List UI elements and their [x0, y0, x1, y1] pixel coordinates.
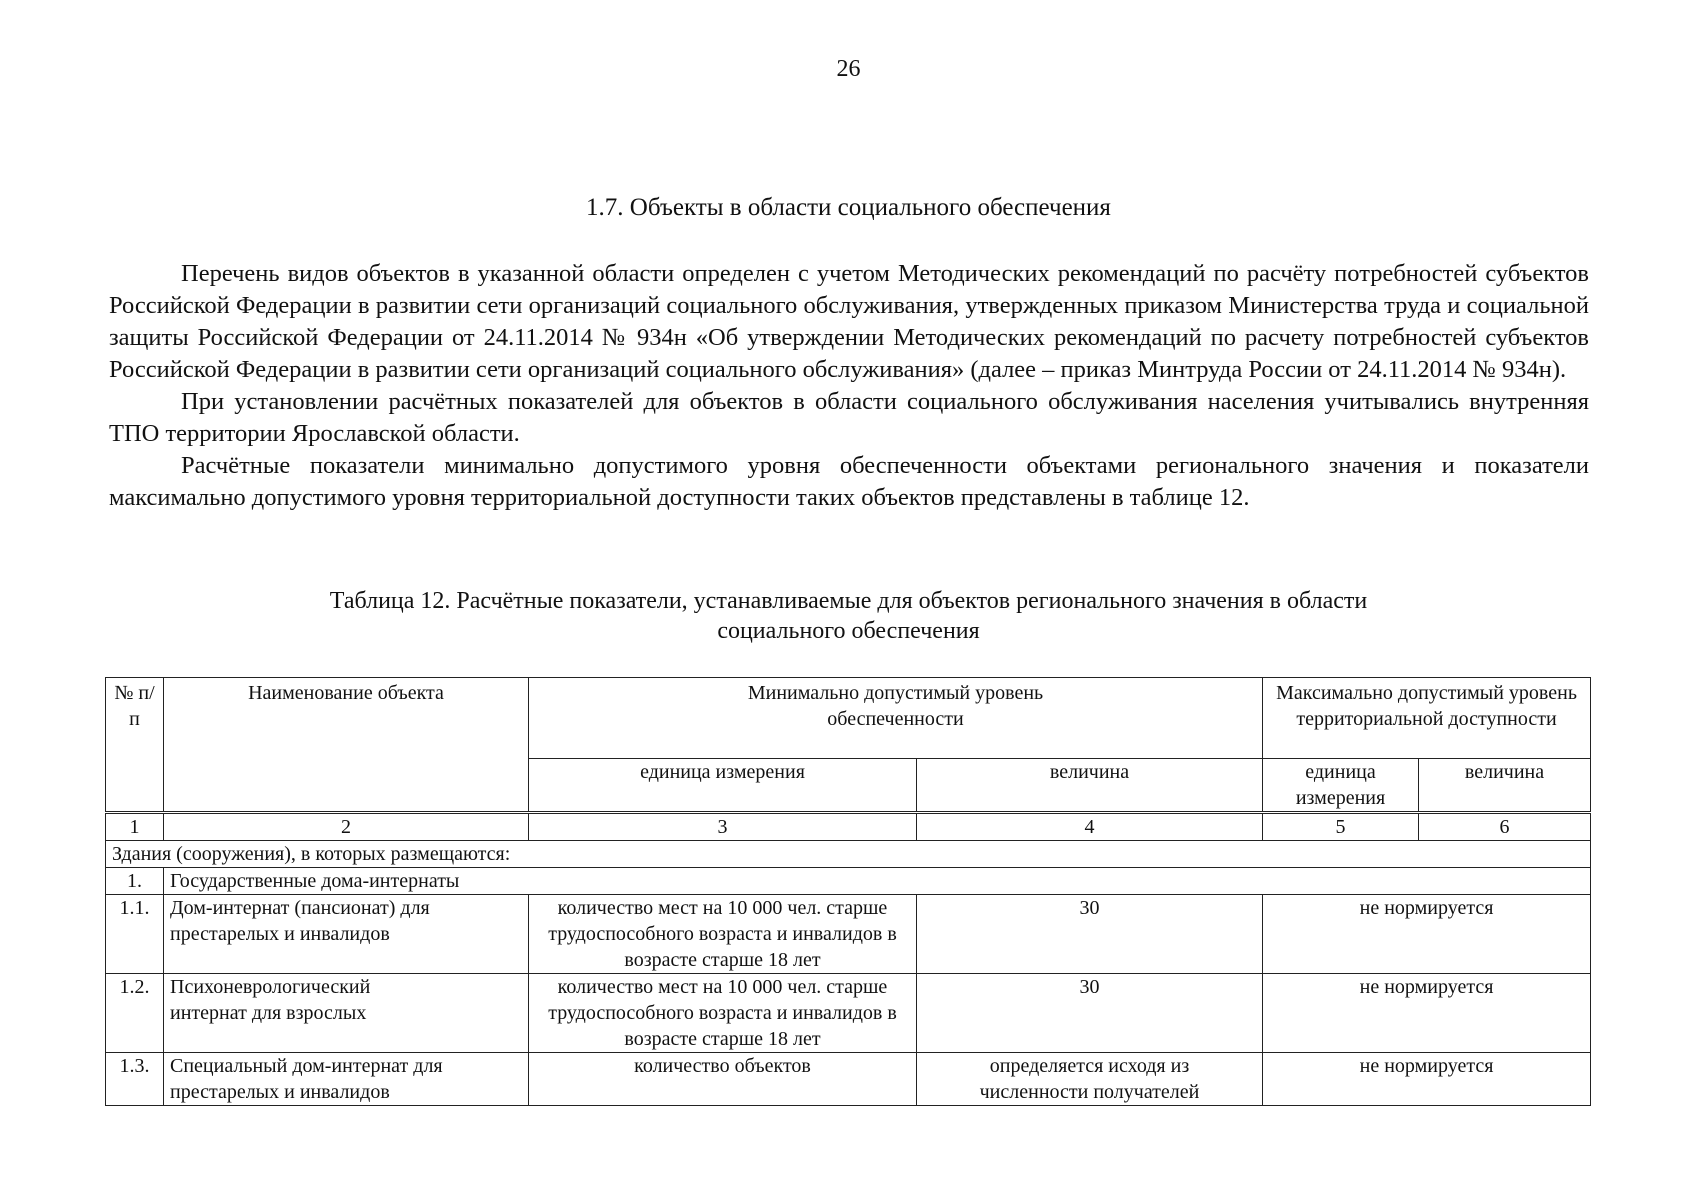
row-num: 1.2. — [106, 974, 164, 1053]
row-num: 1.3. — [106, 1053, 164, 1106]
column-number-4: 4 — [917, 813, 1263, 841]
column-number-1: 1 — [106, 813, 164, 841]
paragraph-1: Перечень видов объектов в указанной области определен с учетом Методических рекомендаций по расчёту потребностей субъектов Российской Федерации в развитии сети организаций социального обслуживания, утвержденных приказом Министерства труда и социальной защиты Российской Федерации от 24.11.2014 № 934н «Об утверждении Методических рекомендаций по расчету потребностей субъектов Российской Федерации в развитии сети организаций социального обслуживания» (далее – приказ Минтруда России от 24.11.2014 № 934н). — [109, 260, 1589, 383]
subgroup-name: Государственные дома-интернаты — [164, 868, 1591, 895]
column-number-6: 6 — [1419, 813, 1591, 841]
header-unit-short: единица измерения — [1263, 759, 1419, 813]
subgroup-num: 1. — [106, 868, 164, 895]
column-number-2: 2 — [164, 813, 529, 841]
page-number: 26 — [836, 56, 861, 82]
table-row — [106, 1053, 1591, 1106]
header-min-level: Минимально допустимый уровень обеспеченности — [529, 678, 1263, 759]
header-name: Наименование объекта — [164, 678, 529, 813]
header-max-level: Максимально допустимый уровень территориальной доступности — [1263, 678, 1591, 759]
row-unit: количество мест на 10 000 чел. старше трудоспособного возраста и инвалидов в возрасте старше 18 лет — [529, 974, 917, 1053]
group-row — [106, 841, 1591, 868]
indicators-table — [105, 677, 1591, 1106]
header-num: № п/п — [106, 678, 164, 813]
table-row — [106, 974, 1591, 1053]
row-access: не нормируется — [1263, 895, 1591, 974]
row-unit: количество объектов — [529, 1053, 917, 1106]
group-row-label: Здания (сооружения), в которых размещаются: — [106, 841, 1591, 868]
header-value-short: величина — [1419, 759, 1591, 813]
row-value: 30 — [917, 974, 1263, 1053]
table-caption — [200, 586, 1497, 646]
row-access: не нормируется — [1263, 1053, 1591, 1106]
section-title: 1.7. Объекты в области социального обеспечения — [586, 194, 1111, 221]
body-text — [109, 258, 1589, 514]
row-access: не нормируется — [1263, 974, 1591, 1053]
row-name: Психоневрологический интернат для взрослых — [164, 974, 529, 1053]
table-row — [106, 895, 1591, 974]
header-unit: единица измерения — [529, 759, 917, 813]
column-numbers-row — [106, 813, 1591, 841]
table-header-row — [106, 678, 1591, 759]
row-num: 1.1. — [106, 895, 164, 974]
paragraph-2: При установлении расчётных показателей для объектов в области социального обслуживания населения учитывались внутренняя ТПО территории Ярославской области. — [109, 388, 1589, 447]
table-caption-line-1: Таблица 12. Расчётные показатели, устанавливаемые для объектов регионального значения в области — [329, 588, 1368, 614]
column-number-5: 5 — [1263, 813, 1419, 841]
row-unit: количество мест на 10 000 чел. старше трудоспособного возраста и инвалидов в возрасте старше 18 лет — [529, 895, 917, 974]
subgroup-row — [106, 868, 1591, 895]
row-name: Дом-интернат (пансионат) для престарелых и инвалидов — [164, 895, 529, 974]
row-value: определяется исходя из численности получателей — [917, 1053, 1263, 1106]
row-name: Специальный дом-интернат для престарелых и инвалидов — [164, 1053, 529, 1106]
paragraph-3: Расчётные показатели минимально допустимого уровня обеспеченности объектами регионального значения и показатели максимально допустимого уровня территориальной доступности таких объектов представлены в таблице 12. — [109, 452, 1589, 511]
table-caption-line-2: социального обеспечения — [717, 618, 980, 644]
header-value: величина — [917, 759, 1263, 813]
row-value: 30 — [917, 895, 1263, 974]
column-number-3: 3 — [529, 813, 917, 841]
